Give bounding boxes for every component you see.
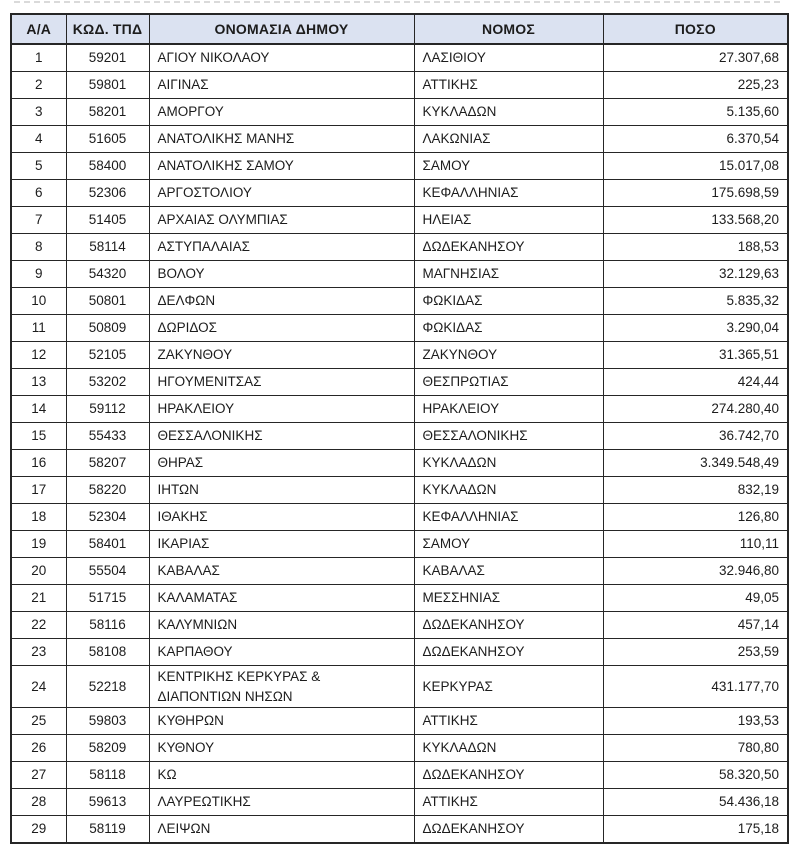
cell: 225,23 [603, 72, 788, 99]
cell: ΘΕΣΠΡΩΤΙΑΣ [414, 369, 603, 396]
cell: ΒΟΛΟΥ [149, 261, 414, 288]
cell: 51605 [66, 126, 149, 153]
table-row [11, 342, 788, 369]
cell: 16 [11, 450, 66, 477]
cell: 51405 [66, 207, 149, 234]
cell: 6.370,54 [603, 126, 788, 153]
cell: 58401 [66, 531, 149, 558]
cell: 193,53 [603, 708, 788, 735]
cell: 13 [11, 369, 66, 396]
cell: 52306 [66, 180, 149, 207]
cell: 457,14 [603, 612, 788, 639]
table-row [11, 585, 788, 612]
cell: 58400 [66, 153, 149, 180]
cell: ΚΥΚΛΑΔΩΝ [414, 735, 603, 762]
cell: 15.017,08 [603, 153, 788, 180]
cell: ΚΥΘΗΡΩΝ [149, 708, 414, 735]
cell: ΑΙΓΙΝΑΣ [149, 72, 414, 99]
table-row [11, 288, 788, 315]
cell: ΑΤΤΙΚΗΣ [414, 708, 603, 735]
cell: 5.835,32 [603, 288, 788, 315]
cell: 58209 [66, 735, 149, 762]
cell: ΣΑΜΟΥ [414, 153, 603, 180]
cell: ΘΗΡΑΣ [149, 450, 414, 477]
column-header: ΝΟΜΟΣ [414, 14, 603, 44]
cell: ΘΕΣΣΑΛΟΝΙΚΗΣ [414, 423, 603, 450]
cell: 431.177,70 [603, 666, 788, 708]
cell: 3.349.548,49 [603, 450, 788, 477]
cell: ΚΥΘΝΟΥ [149, 735, 414, 762]
cell: 55433 [66, 423, 149, 450]
cell: ΚΕΦΑΛΛΗΝΙΑΣ [414, 504, 603, 531]
cell: ΚΕΦΑΛΛΗΝΙΑΣ [414, 180, 603, 207]
cell: 58118 [66, 762, 149, 789]
cell: 15 [11, 423, 66, 450]
cell: 253,59 [603, 639, 788, 666]
cell: 49,05 [603, 585, 788, 612]
cell: 52218 [66, 666, 149, 708]
table-row [11, 612, 788, 639]
table-row [11, 396, 788, 423]
cell: ΑΤΤΙΚΗΣ [414, 789, 603, 816]
cell: 54.436,18 [603, 789, 788, 816]
table-row [11, 708, 788, 735]
table-row [11, 261, 788, 288]
cell: 12 [11, 342, 66, 369]
cell: ΑΓΙΟΥ ΝΙΚΟΛΑΟΥ [149, 44, 414, 72]
cell: 274.280,40 [603, 396, 788, 423]
cell: ΑΣΤΥΠΑΛΑΙΑΣ [149, 234, 414, 261]
cell: 21 [11, 585, 66, 612]
table-body [11, 44, 788, 843]
cell: 1 [11, 44, 66, 72]
cell: 32.946,80 [603, 558, 788, 585]
cell: 25 [11, 708, 66, 735]
column-header: Α/Α [11, 14, 66, 44]
table-row [11, 153, 788, 180]
table-row [11, 126, 788, 153]
cell: 58207 [66, 450, 149, 477]
cell: ΔΩΔΕΚΑΝΗΣΟΥ [414, 639, 603, 666]
cell: 133.568,20 [603, 207, 788, 234]
cell: ΦΩΚΙΔΑΣ [414, 315, 603, 342]
cell: 32.129,63 [603, 261, 788, 288]
cell: ΗΛΕΙΑΣ [414, 207, 603, 234]
cell: 18 [11, 504, 66, 531]
cell: 10 [11, 288, 66, 315]
cell: ΛΑΣΙΘΙΟΥ [414, 44, 603, 72]
cell: 4 [11, 126, 66, 153]
cell: ΚΩ [149, 762, 414, 789]
table-row [11, 477, 788, 504]
cell: ΚΥΚΛΑΔΩΝ [414, 450, 603, 477]
cell: ΔΩΔΕΚΑΝΗΣΟΥ [414, 612, 603, 639]
cell: 52105 [66, 342, 149, 369]
cell: 2 [11, 72, 66, 99]
cell: ΙΚΑΡΙΑΣ [149, 531, 414, 558]
table-row [11, 44, 788, 72]
cell: ΚΕΝΤΡΙΚΗΣ ΚΕΡΚΥΡΑΣ & ΔΙΑΠΟΝΤΙΩΝ ΝΗΣΩΝ [149, 666, 414, 708]
cell: 26 [11, 735, 66, 762]
table-row [11, 180, 788, 207]
table-row [11, 735, 788, 762]
column-header: ΟΝΟΜΑΣΙΑ ΔΗΜΟΥ [149, 14, 414, 44]
cell: ΜΑΓΝΗΣΙΑΣ [414, 261, 603, 288]
table-row [11, 531, 788, 558]
cell: ΚΑΛΑΜΑΤΑΣ [149, 585, 414, 612]
cell: ΚΕΡΚΥΡΑΣ [414, 666, 603, 708]
cell: 36.742,70 [603, 423, 788, 450]
cell: ΘΕΣΣΑΛΟΝΙΚΗΣ [149, 423, 414, 450]
cell: 9 [11, 261, 66, 288]
cell: 50809 [66, 315, 149, 342]
cell: 53202 [66, 369, 149, 396]
header-row [11, 14, 788, 44]
cell: 58116 [66, 612, 149, 639]
cell: ΚΑΒΑΛΑΣ [149, 558, 414, 585]
table-row [11, 504, 788, 531]
cell: ΗΡΑΚΛΕΙΟΥ [149, 396, 414, 423]
cell: 5.135,60 [603, 99, 788, 126]
cell: 51715 [66, 585, 149, 612]
cell: 22 [11, 612, 66, 639]
table-row [11, 789, 788, 816]
cropped-row-remnant [14, 1, 780, 3]
cell: ΚΑΒΑΛΑΣ [414, 558, 603, 585]
cell: 8 [11, 234, 66, 261]
municipality-amounts-table [10, 13, 789, 844]
cell: 28 [11, 789, 66, 816]
column-header: ΚΩΔ. ΤΠΔ [66, 14, 149, 44]
cell: ΑΝΑΤΟΛΙΚΗΣ ΜΑΝΗΣ [149, 126, 414, 153]
cell: ΛΑΥΡΕΩΤΙΚΗΣ [149, 789, 414, 816]
cell: 832,19 [603, 477, 788, 504]
cell: 58119 [66, 816, 149, 844]
cell: ΔΕΛΦΩΝ [149, 288, 414, 315]
cell: ΔΩΔΕΚΑΝΗΣΟΥ [414, 234, 603, 261]
cell: ΙΘΑΚΗΣ [149, 504, 414, 531]
cell: ΚΑΛΥΜΝΙΩΝ [149, 612, 414, 639]
cell: 11 [11, 315, 66, 342]
table-row [11, 558, 788, 585]
table-row [11, 369, 788, 396]
cell: 3 [11, 99, 66, 126]
cell: 20 [11, 558, 66, 585]
cell: 424,44 [603, 369, 788, 396]
cell: 19 [11, 531, 66, 558]
cell: 55504 [66, 558, 149, 585]
cell: 58108 [66, 639, 149, 666]
cell: 31.365,51 [603, 342, 788, 369]
cell: 6 [11, 180, 66, 207]
cell: ΑΡΧΑΙΑΣ ΟΛΥΜΠΙΑΣ [149, 207, 414, 234]
cell: 175.698,59 [603, 180, 788, 207]
cell: 27 [11, 762, 66, 789]
table-row [11, 234, 788, 261]
cell: ΗΓΟΥΜΕΝΙΤΣΑΣ [149, 369, 414, 396]
cell: 3.290,04 [603, 315, 788, 342]
cell: 59801 [66, 72, 149, 99]
table-row [11, 816, 788, 844]
cell: ΚΑΡΠΑΘΟΥ [149, 639, 414, 666]
cell: ΔΩΡΙΔΟΣ [149, 315, 414, 342]
cell: 58.320,50 [603, 762, 788, 789]
cell: 52304 [66, 504, 149, 531]
cell: 14 [11, 396, 66, 423]
table-row [11, 666, 788, 708]
cell: 7 [11, 207, 66, 234]
cell: ΑΡΓΟΣΤΟΛΙΟΥ [149, 180, 414, 207]
cell: 5 [11, 153, 66, 180]
cell: 58201 [66, 99, 149, 126]
cell: ΔΩΔΕΚΑΝΗΣΟΥ [414, 762, 603, 789]
table-row [11, 315, 788, 342]
table-row [11, 639, 788, 666]
table-row [11, 423, 788, 450]
cell: 175,18 [603, 816, 788, 844]
cell: 29 [11, 816, 66, 844]
cell: 780,80 [603, 735, 788, 762]
cell: ΑΝΑΤΟΛΙΚΗΣ ΣΑΜΟΥ [149, 153, 414, 180]
cell: ΖΑΚΥΝΘΟΥ [414, 342, 603, 369]
cell: 58114 [66, 234, 149, 261]
cell: ΖΑΚΥΝΘΟΥ [149, 342, 414, 369]
cell: 23 [11, 639, 66, 666]
cell: ΚΥΚΛΑΔΩΝ [414, 477, 603, 504]
table-row [11, 207, 788, 234]
cell: 126,80 [603, 504, 788, 531]
cell: ΚΥΚΛΑΔΩΝ [414, 99, 603, 126]
cell: ΗΡΑΚΛΕΙΟΥ [414, 396, 603, 423]
cell: ΑΤΤΙΚΗΣ [414, 72, 603, 99]
table-row [11, 99, 788, 126]
column-header: ΠΟΣΟ [603, 14, 788, 44]
cell: ΦΩΚΙΔΑΣ [414, 288, 603, 315]
cell: 17 [11, 477, 66, 504]
cell: 59201 [66, 44, 149, 72]
cell: 50801 [66, 288, 149, 315]
cell: 58220 [66, 477, 149, 504]
cell: ΛΕΙΨΩΝ [149, 816, 414, 844]
table-row [11, 450, 788, 477]
cell: 59613 [66, 789, 149, 816]
cell: ΜΕΣΣΗΝΙΑΣ [414, 585, 603, 612]
table-row [11, 762, 788, 789]
cell: ΙΗΤΩΝ [149, 477, 414, 504]
cell: ΣΑΜΟΥ [414, 531, 603, 558]
cell: ΔΩΔΕΚΑΝΗΣΟΥ [414, 816, 603, 844]
cell: ΑΜΟΡΓΟΥ [149, 99, 414, 126]
table-row [11, 72, 788, 99]
cell: 188,53 [603, 234, 788, 261]
cell: 59112 [66, 396, 149, 423]
cell: 27.307,68 [603, 44, 788, 72]
cell: 54320 [66, 261, 149, 288]
cell: 110,11 [603, 531, 788, 558]
cell: 24 [11, 666, 66, 708]
cell: 59803 [66, 708, 149, 735]
cell: ΛΑΚΩΝΙΑΣ [414, 126, 603, 153]
